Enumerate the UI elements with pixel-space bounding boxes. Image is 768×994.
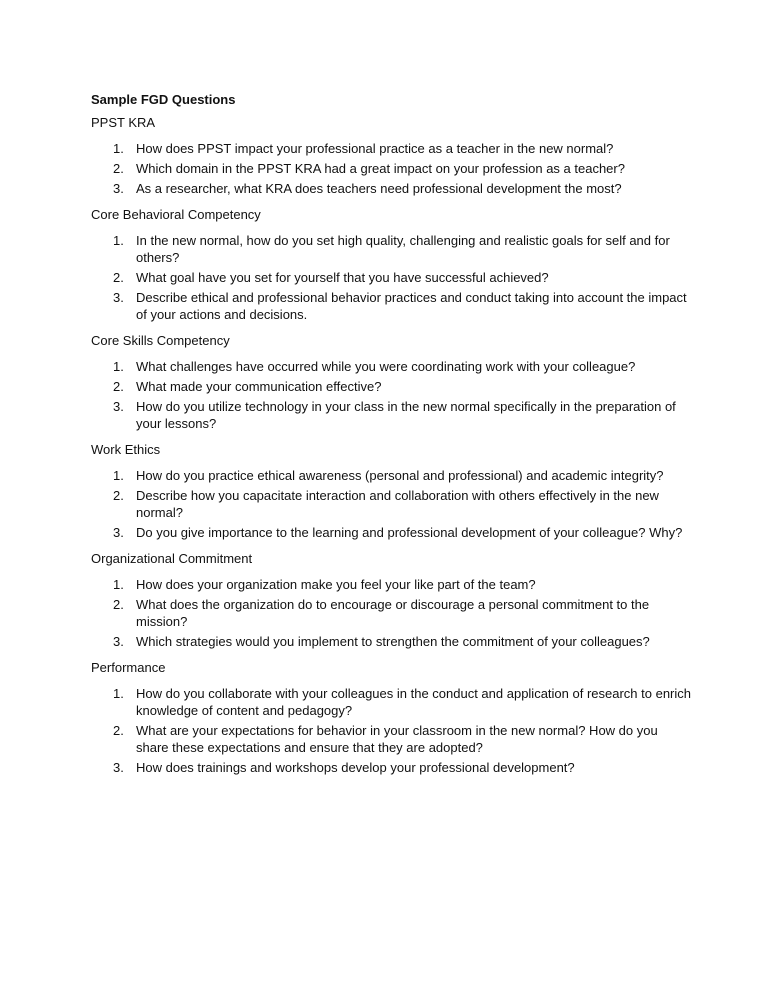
section-heading: PPST KRA (91, 115, 156, 130)
question-number: 2. (113, 488, 124, 503)
question-item (91, 232, 691, 266)
question-number: 2. (113, 161, 124, 176)
question-item (91, 633, 691, 650)
question-text: How do you utilize technology in your class in the new normal specifically in the preparation of your lessons? (136, 399, 676, 431)
question-list (91, 140, 691, 197)
section (91, 441, 691, 541)
question-item (91, 269, 691, 286)
question-number: 2. (113, 597, 124, 612)
question-number: 1. (113, 141, 124, 156)
question-item (91, 576, 691, 593)
question-item (91, 524, 691, 541)
question-number: 2. (113, 379, 124, 394)
question-item (91, 722, 691, 756)
section (91, 114, 691, 197)
question-number: 3. (113, 634, 124, 649)
question-text: What does the organization do to encourage or discourage a personal commitment to the mission? (136, 597, 650, 629)
question-text: What challenges have occurred while you were coordinating work with your colleague? (136, 359, 636, 374)
section (91, 550, 691, 650)
question-number: 1. (113, 233, 124, 248)
question-text: How does your organization make you feel your like part of the team? (136, 577, 536, 592)
section-heading: Performance (91, 660, 166, 675)
question-number: 2. (113, 270, 124, 285)
question-item (91, 140, 691, 157)
question-item (91, 685, 691, 719)
question-list (91, 685, 691, 776)
question-text: In the new normal, how do you set high quality, challenging and realistic goals for self and for others? (136, 233, 670, 265)
question-number: 1. (113, 359, 124, 374)
section-heading: Core Skills Competency (91, 333, 230, 348)
question-list (91, 576, 691, 650)
question-text: As a researcher, what KRA does teachers need professional development the most? (136, 181, 622, 196)
question-item (91, 378, 691, 395)
question-number: 3. (113, 525, 124, 540)
question-text: How do you practice ethical awareness (personal and professional) and academic integrity? (136, 468, 664, 483)
section (91, 206, 691, 323)
question-item (91, 759, 691, 776)
document-title: Sample FGD Questions (91, 92, 236, 107)
question-text: What goal have you set for yourself that you have successful achieved? (136, 270, 549, 285)
question-number: 3. (113, 290, 124, 305)
question-number: 3. (113, 399, 124, 414)
question-text: Do you give importance to the learning and professional development of your colleague? Why? (136, 525, 683, 540)
question-text: How does PPST impact your professional practice as a teacher in the new normal? (136, 141, 614, 156)
section-heading: Work Ethics (91, 442, 161, 457)
question-text: What are your expectations for behavior in your classroom in the new normal? How do you share these expectations and ensure that they are adopted? (136, 723, 658, 755)
question-item (91, 487, 691, 521)
question-item (91, 289, 691, 323)
question-list (91, 467, 691, 541)
question-text: Describe how you capacitate interaction and collaboration with others effectively in the new normal? (136, 488, 659, 520)
document-page (91, 91, 691, 785)
question-list (91, 232, 691, 323)
question-text: Describe ethical and professional behavior practices and conduct taking into account the impact of your actions and decisions. (136, 290, 687, 322)
question-number: 3. (113, 181, 124, 196)
section-heading: Organizational Commitment (91, 551, 253, 566)
question-text: Which domain in the PPST KRA had a great impact on your profession as a teacher? (136, 161, 625, 176)
section (91, 332, 691, 432)
section-heading: Core Behavioral Competency (91, 207, 261, 222)
section-list (91, 114, 691, 776)
question-item (91, 358, 691, 375)
question-text: Which strategies would you implement to strengthen the commitment of your colleagues? (136, 634, 650, 649)
question-item (91, 398, 691, 432)
question-item (91, 596, 691, 630)
question-text: How do you collaborate with your colleagues in the conduct and application of research to enrich knowledge of content and pedagogy? (136, 686, 692, 718)
question-item (91, 180, 691, 197)
question-number: 3. (113, 760, 124, 775)
question-number: 1. (113, 577, 124, 592)
question-number: 1. (113, 686, 124, 701)
question-number: 2. (113, 723, 124, 738)
question-text: How does trainings and workshops develop your professional development? (136, 760, 575, 775)
question-number: 1. (113, 468, 124, 483)
question-text: What made your communication effective? (136, 379, 382, 394)
question-item (91, 467, 691, 484)
section (91, 659, 691, 776)
question-list (91, 358, 691, 432)
question-item (91, 160, 691, 177)
